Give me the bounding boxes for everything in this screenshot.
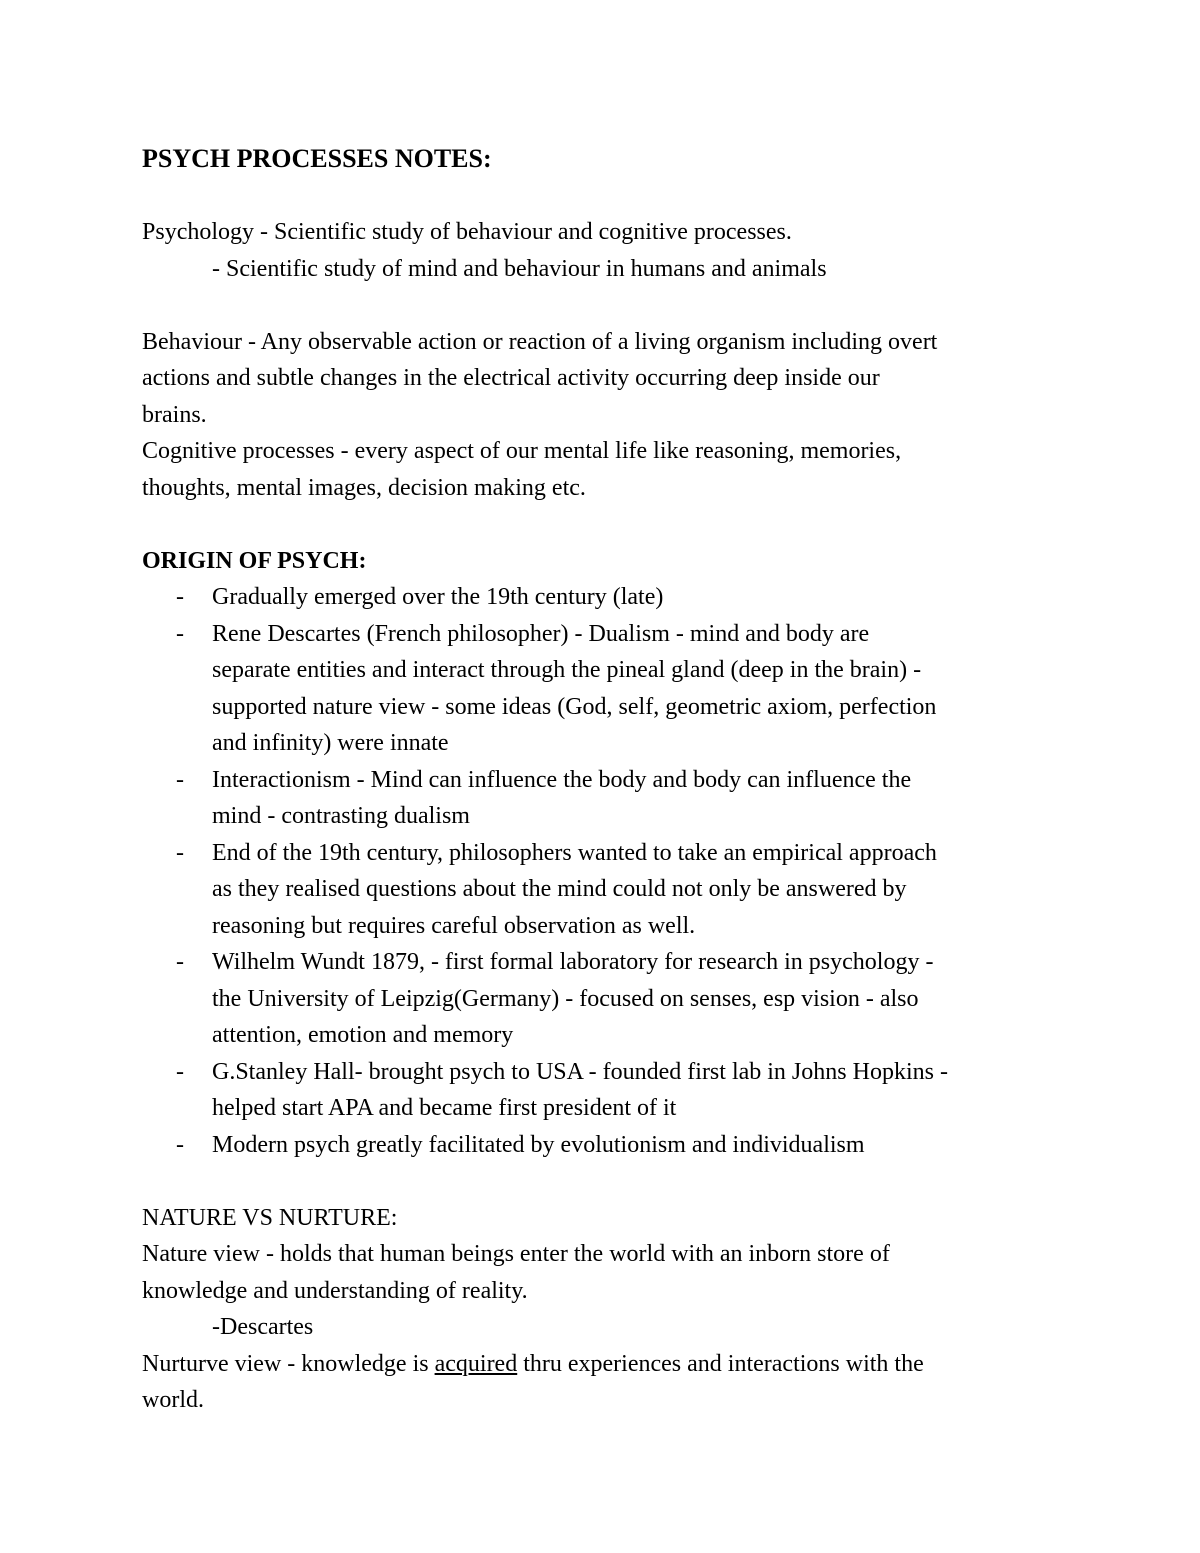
descartes-note: -Descartes (212, 1314, 314, 1340)
nurture-view-line: world. (142, 1387, 204, 1413)
behaviour-definition-line: actions and subtle changes in the electrical activity occurring deep inside our (142, 365, 880, 391)
bullet-dash: - (176, 584, 184, 610)
origin-bullet-item (142, 1127, 1072, 1164)
cognitive-definition-line: Cognitive processes - every aspect of our mental life like reasoning, memories, (142, 438, 902, 464)
origin-bullet-item (142, 762, 1072, 835)
bullet-dash: - (176, 620, 184, 647)
page-title: PSYCH PROCESSES NOTES: (142, 144, 492, 173)
nature-nurture-heading: NATURE VS NURTURE: (142, 1204, 398, 1231)
behaviour-definition-line: Behaviour - Any observable action or reaction of a living organism including overt (142, 328, 938, 355)
bullet-line: the University of Leipzig(Germany) - focused on senses, esp vision - also (212, 985, 919, 1012)
spacer (142, 287, 1072, 324)
psychology-definition-alt: - Scientific study of mind and behaviour in humans and animals (212, 255, 827, 282)
nature-view-line: Nature view - holds that human beings enter the world with an inborn store of (142, 1241, 890, 1267)
bullet-dash: - (176, 766, 184, 793)
bullet-line: Modern psych greatly facilitated by evolutionism and individualism (212, 1131, 865, 1158)
psychology-definition: Psychology - Scientific study of behaviour and cognitive processes. (142, 219, 792, 245)
nature-view-line: knowledge and understanding of reality. (142, 1277, 528, 1304)
bullet-dash: - (176, 839, 184, 866)
nurture-view-line (142, 1346, 1072, 1383)
bullet-line: separate entities and interact through the pineal gland (deep in the brain) - (212, 657, 922, 683)
bullet-line: Gradually emerged over the 19th century (late) (212, 584, 664, 610)
behaviour-definition-line: brains. (142, 401, 207, 428)
bullet-line: attention, emotion and memory (212, 1022, 514, 1048)
origin-bullet-item (142, 616, 1072, 762)
bullet-line: as they realised questions about the mind could not only be answered by (212, 876, 907, 902)
origin-bullet-list (142, 579, 1072, 1163)
cognitive-definition-line: thoughts, mental images, decision making etc. (142, 474, 586, 501)
document-content (142, 141, 1072, 1419)
bullet-line: reasoning but requires careful observation as well. (212, 912, 696, 939)
bullet-line: Wilhelm Wundt 1879, - first formal laboratory for research in psychology - (212, 949, 934, 975)
bullet-dash: - (176, 1058, 184, 1085)
bullet-line: mind - contrasting dualism (212, 803, 470, 829)
spacer (142, 506, 1072, 543)
underlined-word: acquired (434, 1350, 518, 1377)
bullet-line: helped start APA and became first president of it (212, 1095, 677, 1121)
nurture-text-pre: Nurturve view - knowledge is (142, 1350, 435, 1377)
nurture-text-post: thru experiences and interactions with the (517, 1350, 924, 1377)
origin-bullet-item (142, 579, 1072, 616)
bullet-dash: - (176, 949, 184, 975)
origin-bullet-item (142, 1054, 1072, 1127)
bullet-line: and infinity) were innate (212, 730, 449, 756)
spacer (142, 1163, 1072, 1200)
bullet-line: G.Stanley Hall- brought psych to USA - founded first lab in Johns Hopkins - (212, 1058, 948, 1085)
origin-bullet-item (142, 835, 1072, 945)
origin-heading: ORIGIN OF PSYCH: (142, 547, 367, 574)
bullet-line: End of the 19th century, philosophers wanted to take an empirical approach (212, 839, 937, 866)
bullet-line: supported nature view - some ideas (God, self, geometric axiom, perfection (212, 693, 937, 720)
bullet-dash: - (176, 1131, 184, 1158)
spacer (142, 178, 1072, 215)
bullet-line: Rene Descartes (French philosopher) - Dualism - mind and body are (212, 620, 870, 647)
origin-bullet-item (142, 944, 1072, 1054)
bullet-line: Interactionism - Mind can influence the body and body can influence the (212, 766, 912, 793)
